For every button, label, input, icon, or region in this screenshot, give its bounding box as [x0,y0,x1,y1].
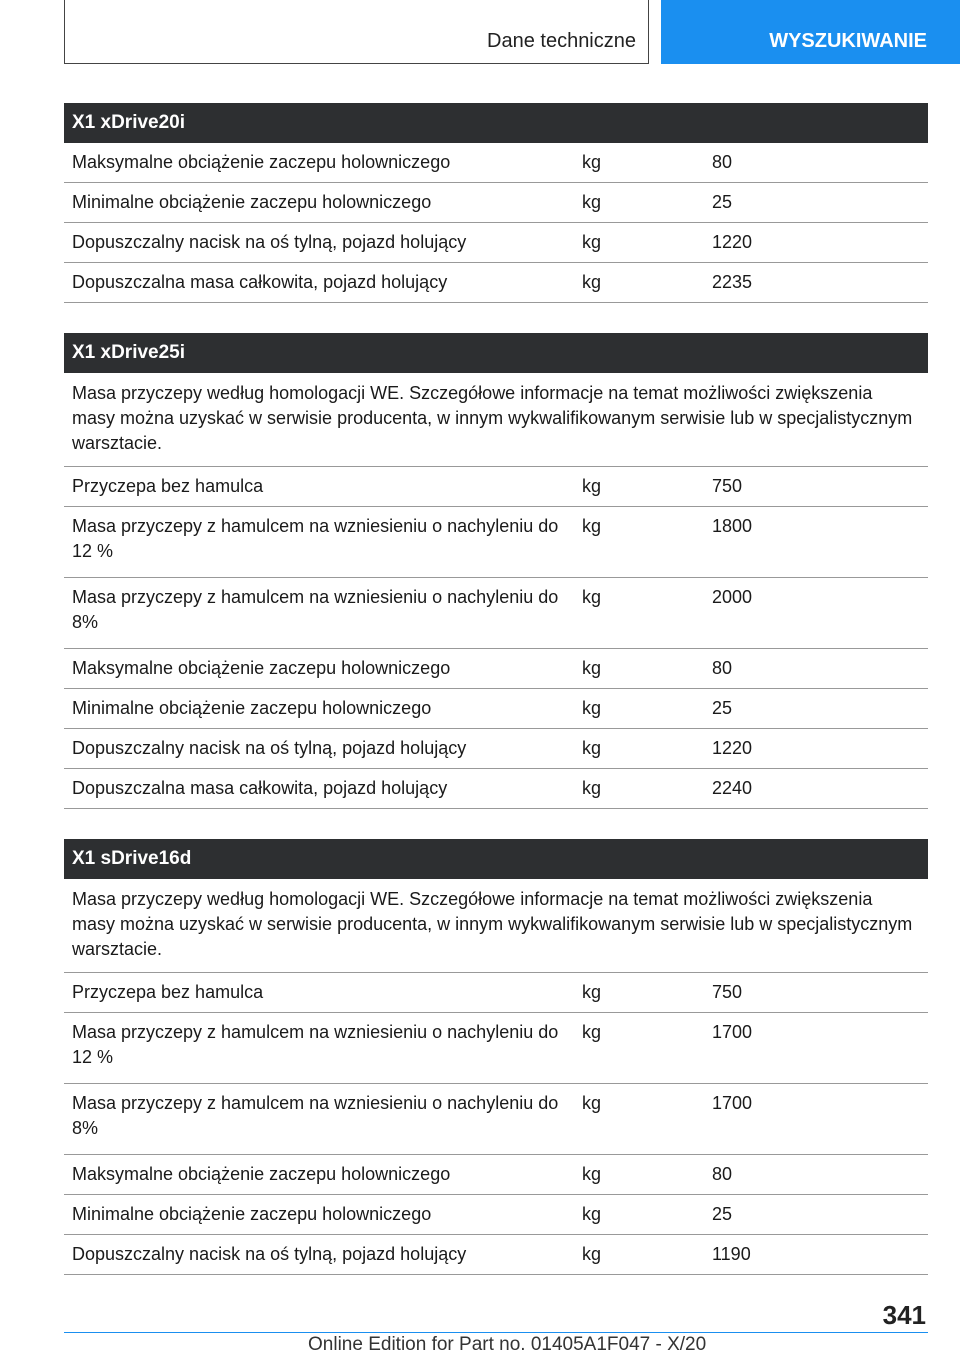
section-note: Masa przyczepy według homologacji WE. Szczegółowe informacje na temat możliwości zwiększenia masy można uzyskać w serwisie producenta, w innym wykwalifikowanym serwisie lub w specjalistycznym warsztacie. [64,373,928,467]
row-label: Minimalne obciążenie zaczepu holowniczego [72,192,432,212]
row-value: 80 [712,658,733,678]
row-label: Maksymalne obciążenie zaczepu holowniczego [72,1164,451,1184]
row-unit: kg [582,1244,602,1264]
row-label: Masa przyczepy z hamulcem na wzniesieniu o nachyleniu do 8% [72,1093,559,1138]
row-value: 25 [712,698,733,718]
row-unit: kg [582,1164,602,1184]
row-value: 1700 [712,1093,753,1113]
row-unit: kg [582,982,602,1002]
table-row [64,223,928,263]
footer-rule-right [864,1332,928,1333]
row-value: 1800 [712,516,753,536]
row-value: 2235 [712,272,753,292]
footer-rule [64,1332,864,1333]
row-label: Masa przyczepy z hamulcem na wzniesieniu o nachyleniu do 12 % [72,516,559,561]
row-label: Dopuszczalny nacisk na oś tylną, pojazd holujący [72,1244,467,1264]
row-value: 1190 [712,1244,751,1264]
row-label: Maksymalne obciążenie zaczepu holowniczego [72,658,451,678]
spec-section [64,103,928,303]
table-row [64,649,928,689]
header-section-title: Dane techniczne [487,30,636,52]
row-value: 750 [712,476,743,496]
row-unit: kg [582,587,602,607]
row-value: 25 [712,1204,733,1224]
table-row [64,263,928,303]
row-unit: kg [582,152,602,172]
row-value: 2240 [712,778,753,798]
table-row [64,973,928,1013]
row-label: Maksymalne obciążenie zaczepu holowniczego [72,152,451,172]
spec-section [64,333,928,809]
row-value: 80 [712,152,733,172]
row-unit: kg [582,698,602,718]
section-heading: X1 xDrive25i [64,333,928,373]
section-note: Masa przyczepy według homologacji WE. Szczegółowe informacje na temat możliwości zwiększenia masy można uzyskać w serwisie producenta, w innym wykwalifikowanym serwisie lub w specjalistycznym warsztacie. [64,879,928,973]
row-unit: kg [582,658,602,678]
row-unit: kg [582,232,602,252]
table-row [64,578,928,649]
header-tab [64,0,649,64]
table-row [64,1155,928,1195]
row-value: 750 [712,982,743,1002]
row-value: 1700 [712,1022,753,1042]
row-unit: kg [582,738,602,758]
spec-section [64,839,928,1275]
row-unit: kg [582,1204,602,1224]
row-label: Przyczepa bez hamulca [72,982,264,1002]
row-label: Dopuszczalny nacisk na oś tylną, pojazd holujący [72,232,467,252]
row-label: Dopuszczalna masa całkowita, pojazd holujący [72,778,448,798]
row-label: Masa przyczepy z hamulcem na wzniesieniu o nachyleniu do 12 % [72,1022,559,1067]
table-row [64,689,928,729]
table-row [64,467,928,507]
table-row [64,729,928,769]
search-button[interactable]: WYSZUKIWANIE [661,0,960,64]
row-unit: kg [582,1022,602,1042]
table-row [64,1195,928,1235]
section-heading: X1 xDrive20i [64,103,928,143]
row-value: 1220 [712,738,753,758]
row-unit: kg [582,192,602,212]
row-unit: kg [582,516,602,536]
table-row [64,143,928,183]
section-heading: X1 sDrive16d [64,839,928,879]
row-unit: kg [582,778,602,798]
page-number: 341 [882,1300,926,1330]
row-label: Minimalne obciążenie zaczepu holowniczego [72,698,432,718]
row-value: 80 [712,1164,733,1184]
table-row [64,1235,928,1275]
row-unit: kg [582,476,602,496]
row-value: 1220 [712,232,753,252]
row-unit: kg [582,1093,602,1113]
table-row [64,769,928,809]
row-label: Przyczepa bez hamulca [72,476,264,496]
row-unit: kg [582,272,602,292]
table-row [64,1013,928,1084]
row-value: 2000 [712,587,753,607]
footer-edition-text: Online Edition for Part no. 01405A1F047 - X/20 [308,1334,707,1355]
table-row [64,507,928,578]
row-label: Masa przyczepy z hamulcem na wzniesieniu o nachyleniu do 8% [72,587,559,632]
row-value: 25 [712,192,733,212]
table-row [64,183,928,223]
table-row [64,1084,928,1155]
row-label: Minimalne obciążenie zaczepu holowniczego [72,1204,432,1224]
spec-content [64,103,928,1305]
row-label: Dopuszczalna masa całkowita, pojazd holujący [72,272,448,292]
row-label: Dopuszczalny nacisk na oś tylną, pojazd holujący [72,738,467,758]
